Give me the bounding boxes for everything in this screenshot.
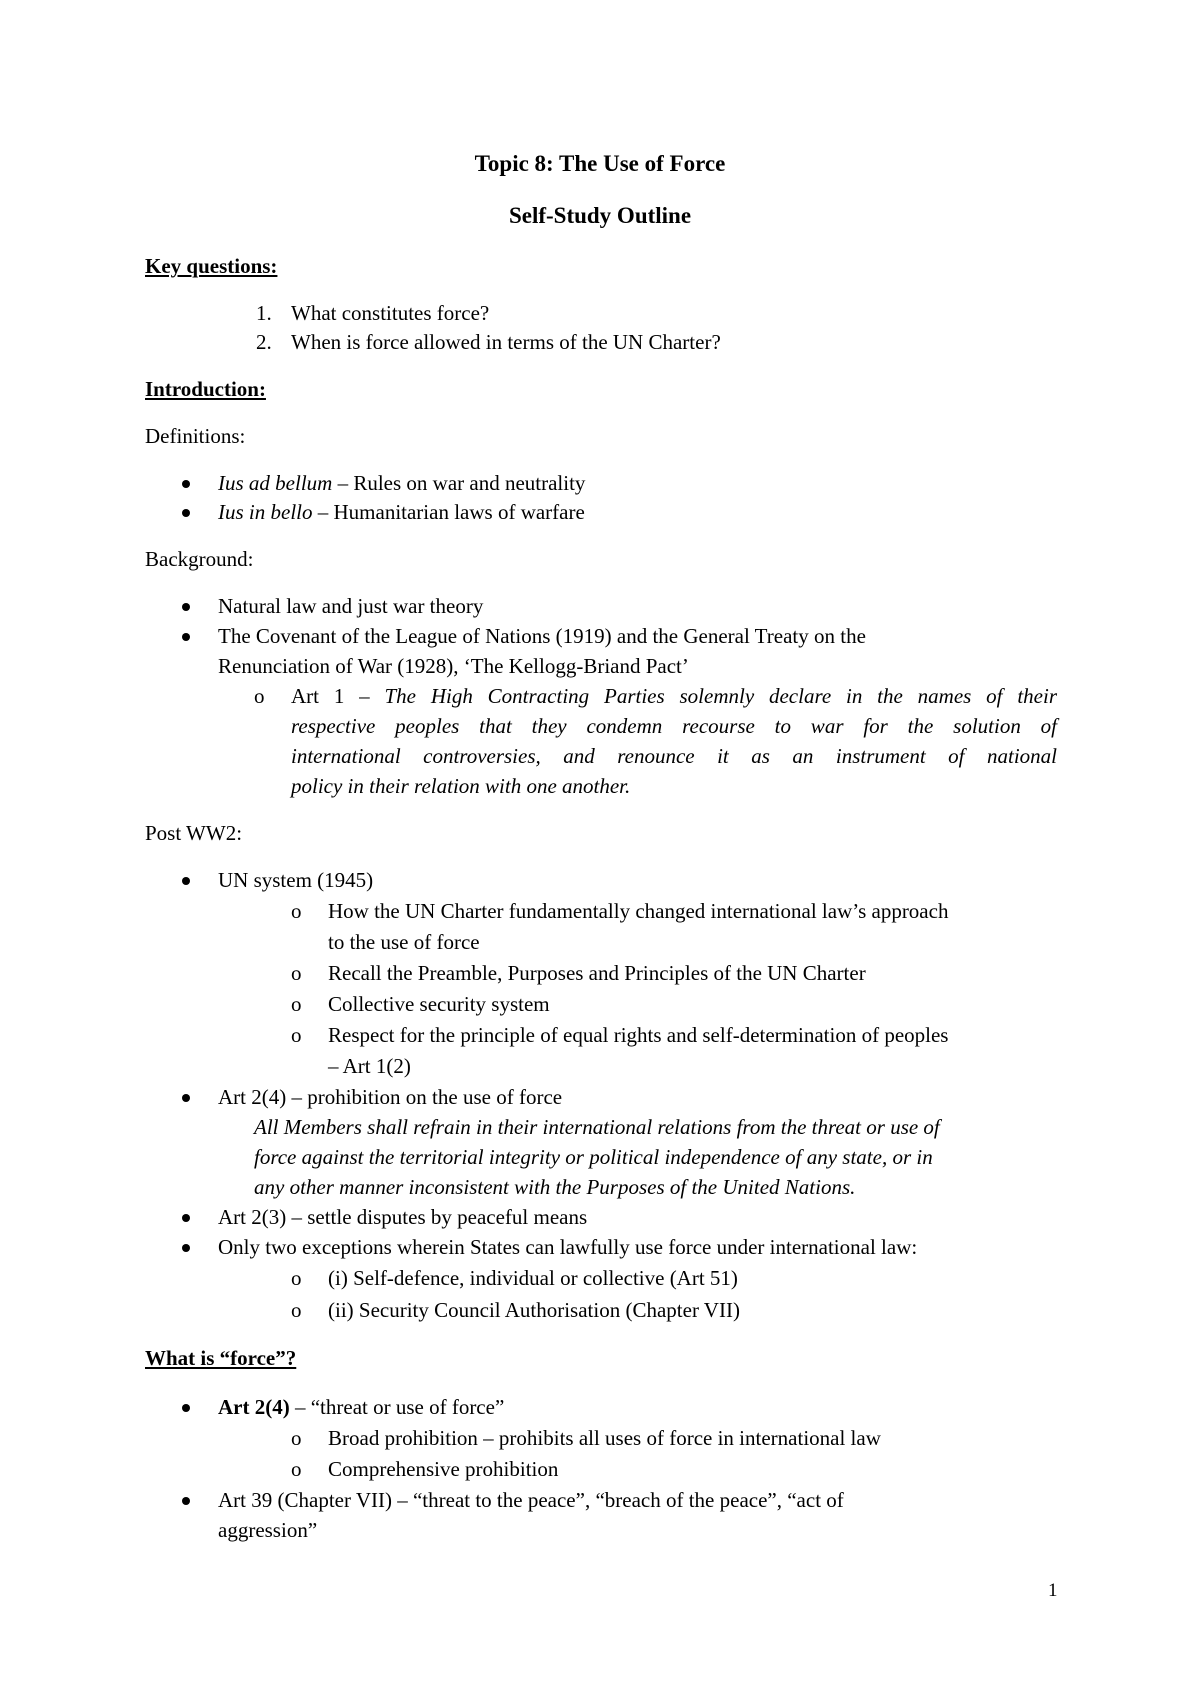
circle-bullet-icon: o <box>291 899 302 923</box>
bullet-icon <box>182 877 190 885</box>
circle-bullet-icon: o <box>291 992 302 1016</box>
term: Ius in bello <box>218 500 313 524</box>
circle-bullet-icon: o <box>291 1426 302 1450</box>
bullet-icon <box>182 1404 190 1412</box>
list-item: Art 2(3) – settle disputes by peaceful means <box>0 1201 1200 1233</box>
circle-bullet-icon: o <box>291 1023 302 1047</box>
quote-line: All Members shall refrain in their international relations from the threat or use of <box>254 1115 940 1139</box>
quote-line: any other manner inconsistent with the Purposes of the United Nations. <box>254 1175 856 1199</box>
list-item: Ius in bello – Humanitarian laws of warfare <box>0 496 1200 528</box>
page-title: Topic 8: The Use of Force <box>474 151 726 176</box>
list-item: Ius ad bellum – Rules on war and neutrality <box>0 467 1200 499</box>
list-item-text: When is force allowed in terms of the UN Charter? <box>291 330 721 354</box>
sub-list-item: o Comprehensive prohibition <box>0 1453 1200 1485</box>
list-item: Natural law and just war theory <box>0 590 1200 622</box>
introduction-heading: Introduction: <box>145 377 266 401</box>
sub-list-item: o Collective security system <box>0 988 1200 1020</box>
sub-list-item: o Respect for the principle of equal rights and self-determination of peoples <box>0 1019 1200 1051</box>
circle-bullet-icon: o <box>291 1298 302 1322</box>
list-item <box>0 326 1200 358</box>
page-subtitle: Self-Study Outline <box>508 203 692 228</box>
list-item: Art 2(4) – “threat or use of force” <box>0 1391 1200 1423</box>
post-ww2-label: Post WW2: <box>145 821 243 845</box>
list-item-text: What constitutes force? <box>291 301 490 325</box>
list-item: UN system (1945) <box>0 864 1200 896</box>
key-questions-heading: Key questions: <box>145 254 278 278</box>
list-item: Art 2(4) – prohibition on the use of force <box>0 1081 1200 1113</box>
background-label: Background: <box>145 547 254 571</box>
page-number: 1 <box>1048 1580 1058 1601</box>
bullet-icon <box>182 480 190 488</box>
bullet-icon <box>182 633 190 641</box>
sub-list-item: o Art 1 – The High Contracting Parties solemnly declare in the names of their <box>0 680 1200 712</box>
sub-list-item: o (i) Self-defence, individual or collective (Art 51) <box>0 1262 1200 1294</box>
list-item <box>0 297 1200 329</box>
list-item: Only two exceptions wherein States can lawfully use force under international law: <box>0 1231 1200 1263</box>
sub-list-item: o Broad prohibition – prohibits all uses of force in international law <box>0 1422 1200 1454</box>
quote-line: force against the territorial integrity or political independence of any state, or in <box>254 1145 933 1169</box>
document-page: Topic 8: The Use of Force Self-Study Outline Key questions: 1. What constitutes force? 2. When is force allowed in terms of the UN Charter? Introduction: Definitions: Ius ad bellum – Rules on war and neutrality Ius in bello – Humanitarian laws of warfare Background: Natural law and just war theory The Covenant of the League of Nations (1919) and the General Treaty on the Renunciation of War (1928), ‘The Kellogg-Briand Pact’ o Art 1 – The High Contracting Parties solemnly declare in the names of their respective peoples that they condemn recourse to war for the solution of international controversies, and renounce it as an instrument of national policy in their relation with one another. Post WW2: UN system (1945) o How the UN Charter fundamentally changed international law’s approach to the use of force o Recall the Preamble, Purposes and Principles of the UN Charter o Collective security system o Respect for the principle of equal rights and self-determination of peoples – Art 1(2) Art 2(4) – prohibition on the use of force All Members shall refrain in their international relations from the threat or use of force against the territorial integrity or political independence of any state, or in any other manner inconsistent with the Purposes of the United Nations. Art 2(3) – settle disputes by peaceful means Only two exceptions wherein States can lawfully use force under international law: o (i) Self-defence, individual or collective (Art 51) o (ii) Security Council Authorisation (Chapter VII) What is “force”? Art 2(4) – “threat or use of force” o Broad prohibition – prohibits all uses of force in international law o Comprehensive prohibition Art 39 (Chapter VII) – “threat to the peace”, “breach of the peace”, “act of aggression” 1 <box>0 0 1200 1696</box>
bullet-icon <box>182 509 190 517</box>
bullet-icon <box>182 1094 190 1102</box>
definitions-label: Definitions: <box>145 424 246 448</box>
bullet-icon <box>182 1214 190 1222</box>
sub-list-item: o How the UN Charter fundamentally changed international law’s approach <box>0 895 1200 927</box>
bullet-icon <box>182 1497 190 1505</box>
term: Ius ad bellum <box>218 471 333 495</box>
bullet-icon <box>182 1244 190 1252</box>
force-heading: What is “force”? <box>145 1346 297 1370</box>
list-number: 1. <box>256 301 272 325</box>
list-item: Art 39 (Chapter VII) – “threat to the peace”, “breach of the peace”, “act of <box>0 1484 1200 1516</box>
list-item: The Covenant of the League of Nations (1919) and the General Treaty on the <box>0 620 1200 652</box>
circle-bullet-icon: o <box>254 684 265 708</box>
circle-bullet-icon: o <box>291 1266 302 1290</box>
circle-bullet-icon: o <box>291 961 302 985</box>
sub-list-item: o Recall the Preamble, Purposes and Principles of the UN Charter <box>0 957 1200 989</box>
sub-list-item: o (ii) Security Council Authorisation (Chapter VII) <box>0 1294 1200 1326</box>
circle-bullet-icon: o <box>291 1457 302 1481</box>
bullet-icon <box>182 603 190 611</box>
list-number: 2. <box>256 330 272 354</box>
